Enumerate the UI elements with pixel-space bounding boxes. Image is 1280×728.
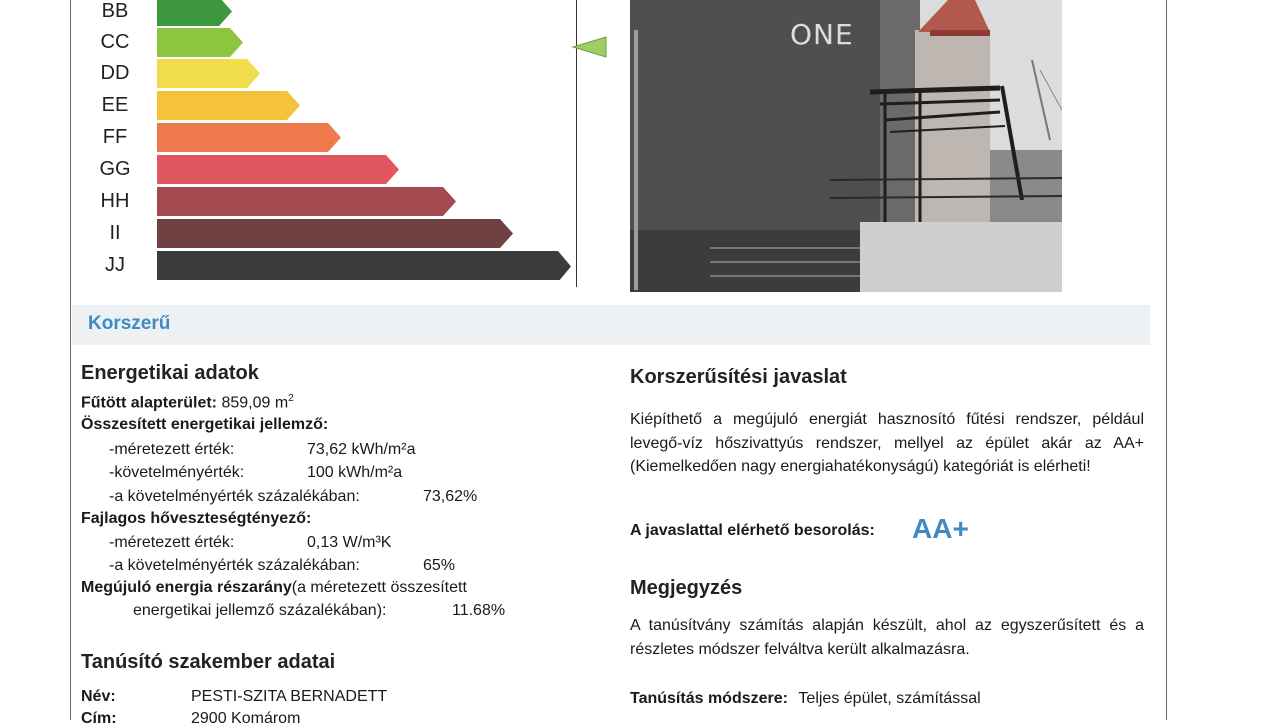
scale-bar — [157, 251, 577, 280]
proposal-heading: Korszerűsítési javaslat — [630, 366, 847, 388]
renewable-line — [81, 579, 467, 597]
total-row-value: 100 kWh/m²a — [307, 464, 403, 481]
current-rating-pointer — [571, 36, 609, 58]
scale-bar — [157, 219, 519, 248]
scale-bar — [157, 123, 347, 152]
scale-bar — [157, 187, 462, 216]
total-energy-label: Összesített energetikai jellemző: — [81, 416, 329, 433]
renewable-label: Megújuló energia részarány — [81, 579, 292, 596]
section-title: Korszerű — [88, 313, 171, 334]
expert-address-label: Cím: — [81, 710, 117, 727]
renewable-note-continued: energetikai jellemző százalékában): — [133, 602, 387, 619]
building-sign: ONE — [790, 18, 854, 51]
energy-heading: Energetikai adatok — [81, 362, 259, 384]
achievable-rating-label: A javaslattal elérhető besorolás: — [630, 522, 875, 539]
method-value: Teljes épület, számítással — [798, 690, 981, 707]
total-row-value: 73,62 kWh/m²a — [307, 441, 416, 458]
expert-address-value: 2900 Komárom — [191, 710, 301, 727]
note-heading: Megjegyzés — [630, 577, 743, 599]
scale-bar — [157, 91, 307, 120]
scale-label: HH — [100, 190, 130, 212]
total-row-label: -méretezett érték: — [109, 441, 235, 458]
scale-bar — [157, 59, 267, 88]
heated-area-line — [81, 393, 294, 412]
specific-row-value: 65% — [423, 557, 456, 574]
heated-area-value: 859,09 m — [221, 394, 289, 412]
section-band — [72, 305, 1150, 345]
scale-label: II — [109, 222, 121, 244]
method-label: Tanúsítás módszere: — [630, 690, 788, 707]
specific-row-value: 0,13 W/m³K — [307, 534, 392, 551]
total-row-label: -a követelményérték százalékában: — [109, 488, 360, 505]
expert-name-label: Név: — [81, 688, 116, 705]
page-frame-left — [70, 0, 71, 720]
scale-label: JJ — [105, 254, 125, 276]
total-row-label: -követelményérték: — [109, 464, 245, 481]
specific-row-label: -méretezett érték: — [109, 534, 235, 551]
expert-heading: Tanúsító szakember adatai — [81, 651, 336, 673]
renewable-value: 11.68% — [452, 602, 506, 619]
scale-label: GG — [99, 158, 131, 180]
scale-bar — [157, 155, 407, 184]
specific-loss-label: Fajlagos hőveszteségtényező: — [81, 510, 312, 527]
scale-label: CC — [100, 31, 130, 53]
scale-bar — [157, 0, 237, 26]
achievable-rating-value: AA+ — [912, 513, 969, 544]
heated-area-label: Fűtött alapterület: — [81, 394, 217, 412]
proposal-text: Kiépíthető a megújuló energiát hasznosító fűtési rendszer, például levegő-víz hőszivattyús rendszer, mellyel az épület akár az AA+ (Kiemelkedően nagy energiahatékonyságú) kategóriát is elérheti! — [630, 411, 1144, 475]
scale-label: FF — [102, 126, 128, 148]
page-frame-right — [1166, 0, 1167, 720]
heated-area-unit-sup: 2 — [288, 393, 294, 404]
specific-row-label: -a követelményérték százalékában: — [109, 557, 360, 574]
renewable-note: (a méretezett összesített — [291, 579, 467, 596]
scale-label: EE — [101, 94, 129, 116]
note-text: A tanúsítvány számítás alapján készült, ahol az egyszerűsített és a részletes módszer felváltva került alkalmazásra. — [630, 617, 1144, 658]
scale-label: DD — [100, 62, 130, 84]
method-line — [630, 690, 981, 708]
total-row-value: 73,62% — [423, 488, 478, 505]
scale-label: BB — [101, 0, 129, 22]
expert-name-value: PESTI-SZITA BERNADETT — [191, 688, 388, 705]
scale-bar — [157, 28, 247, 57]
